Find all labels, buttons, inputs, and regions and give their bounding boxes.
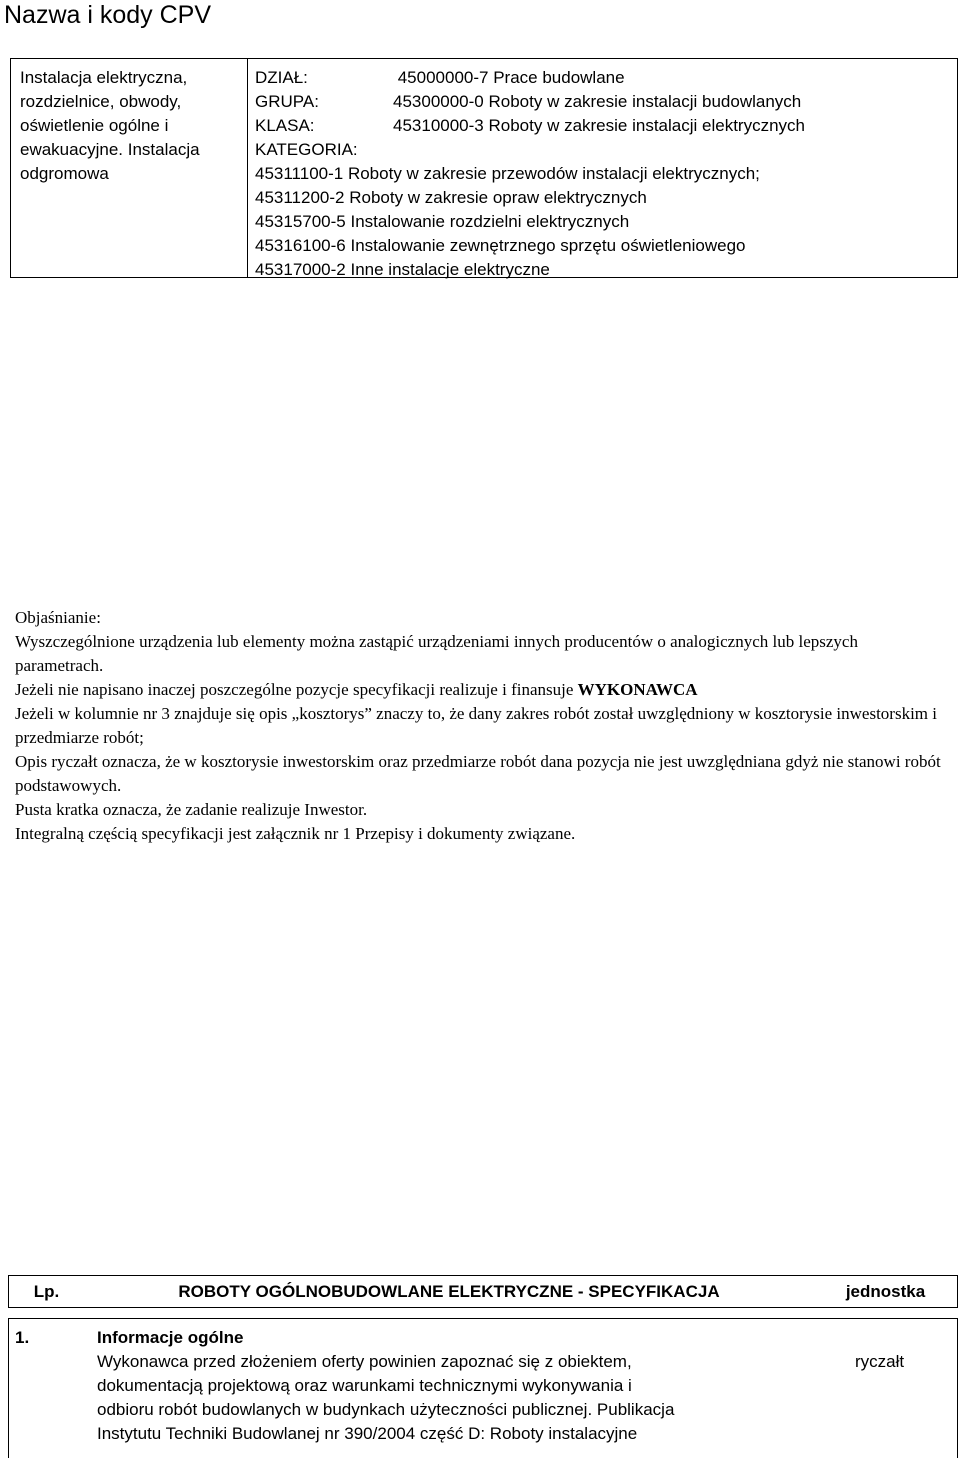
notes-paragraph: Pusta kratka oznacza, że zadanie realizuje Inwestor. [15, 800, 368, 819]
spec-section-title: Informacje ogólne [97, 1328, 244, 1347]
spec-item-description [97, 1350, 813, 1446]
cpv-dzial-value: 45000000-7 Prace budowlane [393, 68, 625, 87]
notes-paragraph [15, 678, 950, 702]
cpv-klasa-row [255, 114, 957, 138]
cpv-name-line: Instalacja elektryczna, [20, 68, 188, 87]
cpv-dzial-label: DZIAŁ: [255, 68, 308, 87]
cpv-name-cell [11, 59, 248, 277]
notes-paragraph: Jeżeli w kolumnie nr 3 znajduje się opis „kosztorys” znaczy to, że dany zakres robót został uwzględniony w kosztorysie inwestorskim i przedmiarze robót; [15, 704, 938, 747]
spec-section-row [9, 1319, 957, 1350]
page-title: Nazwa i kody CPV [4, 1, 212, 29]
cpv-codes-cell [248, 59, 957, 277]
notes-paragraph: Wyszczególnione urządzenia lub elementy można zastąpić urządzeniami innych producentów o analogicznych lub lepszych parametrach. [15, 632, 858, 675]
cpv-table [10, 58, 958, 278]
spec-item-line: Instytutu Techniki Budowlanej nr 390/2004 część D: Roboty instalacyjne [97, 1424, 638, 1443]
spec-table-body [8, 1318, 958, 1458]
cpv-name-line: ewakuacyjne. Instalacja [20, 140, 200, 159]
spec-section-lp: 1. [15, 1328, 30, 1347]
cpv-name-line: rozdzielnice, obwody, [20, 92, 182, 111]
cpv-kategoria-item: 45311100-1 Roboty w zakresie przewodów instalacji elektrycznych; [255, 164, 760, 183]
cpv-kategoria-item: 45311200-2 Roboty w zakresie opraw elektrycznych [255, 188, 647, 207]
cpv-klasa-label: KLASA: [255, 116, 315, 135]
notes-section [15, 606, 950, 846]
cpv-grupa-label: GRUPA: [255, 92, 319, 111]
cpv-name-line: oświetlenie ogólne i [20, 116, 169, 135]
spec-header-lp: Lp. [33, 1281, 60, 1301]
notes-strong-text: WYKONAWCA [577, 680, 698, 699]
spec-header-title: ROBOTY OGÓLNOBUDOWLANE ELEKTRYCZNE - SPECYFIKACJA [178, 1281, 720, 1301]
cpv-name-line: odgromowa [20, 164, 109, 183]
cpv-grupa-row [255, 90, 957, 114]
notes-heading: Objaśnianie: [15, 608, 101, 627]
cpv-kategoria-item: 45317000-2 Inne instalacje elektryczne [255, 260, 550, 279]
spec-item-unit: ryczałt [855, 1352, 905, 1371]
spec-item-line: Wykonawca przed złożeniem oferty powinien zapoznać się z obiektem, [97, 1352, 632, 1371]
cpv-kategoria-item: 45315700-5 Instalowanie rozdzielni elektrycznych [255, 212, 630, 231]
cpv-kategoria-label: KATEGORIA: [255, 140, 358, 159]
notes-paragraph: Opis ryczałt oznacza, że w kosztorysie inwestorskim oraz przedmiarze robót dana pozycja nie jest uwzględniana gdyż nie stanowi robót podstawowych. [15, 752, 941, 795]
spec-item-line: dokumentacją projektową oraz warunkami technicznymi wykonywania i [97, 1376, 632, 1395]
spec-item-row [9, 1350, 957, 1446]
notes-text: Jeżeli nie napisano inaczej poszczególne pozycje specyfikacji realizuje i finansuje [15, 680, 578, 699]
notes-paragraph: Integralną częścią specyfikacji jest załącznik nr 1 Przepisy i dokumenty związane. [15, 824, 576, 843]
cpv-klasa-value: 45310000-3 Roboty w zakresie instalacji elektrycznych [393, 116, 805, 135]
cpv-dzial-row [255, 66, 957, 90]
spec-item-line: odbioru robót budowlanych w budynkach użyteczności publicznej. Publikacja [97, 1400, 675, 1419]
spec-header-unit: jednostka [845, 1281, 926, 1301]
cpv-kategoria-item: 45316100-6 Instalowanie zewnętrznego sprzętu oświetleniowego [255, 236, 746, 255]
cpv-grupa-value: 45300000-0 Roboty w zakresie instalacji budowlanych [393, 92, 802, 111]
spec-table-header [8, 1275, 958, 1308]
